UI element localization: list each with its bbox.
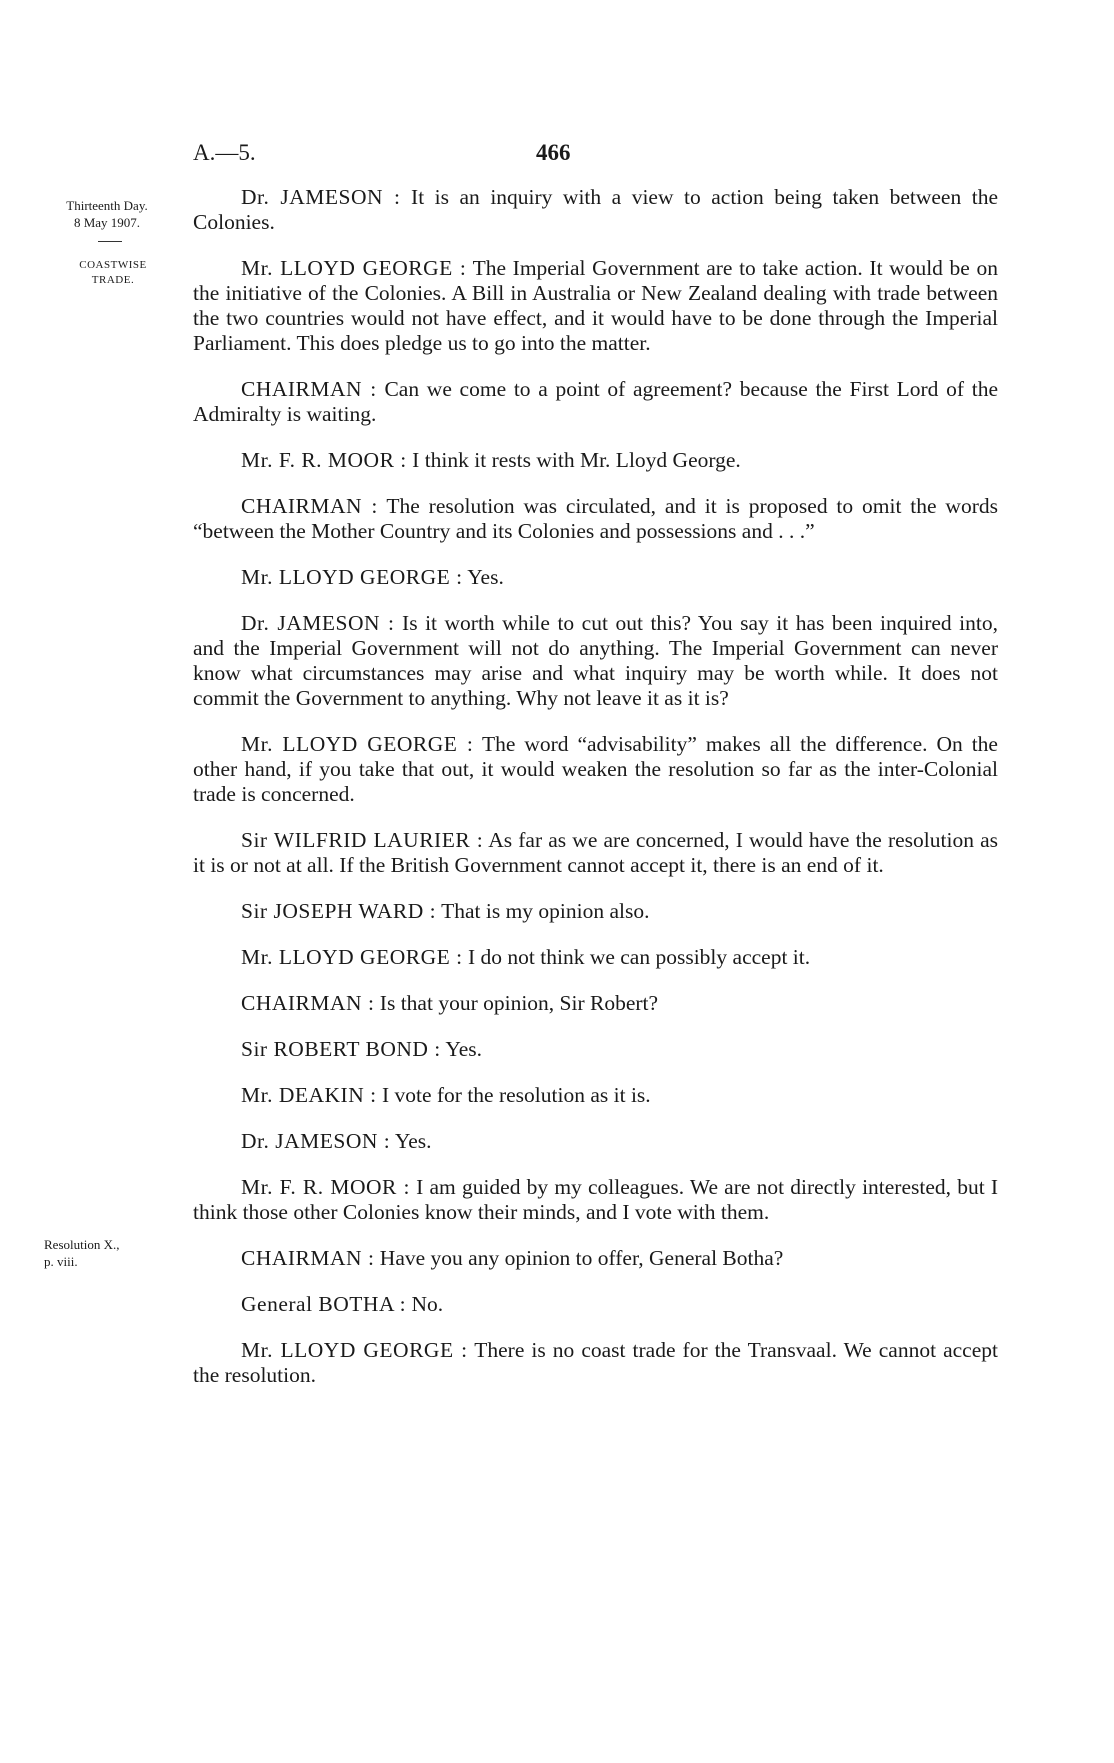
transcript-paragraph	[193, 732, 998, 807]
speech-text: No.	[411, 1292, 444, 1316]
speaker-name: Sir ROBERT BOND :	[241, 1037, 441, 1061]
speaker-name: Dr. JAMESON :	[241, 1129, 391, 1153]
speech-text: I vote for the resolution as it is.	[381, 1083, 651, 1107]
speaker-name: CHAIRMAN :	[241, 494, 378, 518]
margin-day: Thirteenth Day.	[66, 198, 148, 213]
transcript-paragraph	[193, 611, 998, 711]
transcript-paragraph	[193, 1338, 998, 1388]
speech-text: Can we come to a point of agreement? because the First Lord of the Admiralty is waiting.	[193, 377, 998, 426]
speech-text: Yes.	[445, 1037, 482, 1061]
speaker-name: CHAIRMAN :	[241, 991, 375, 1015]
speech-text: The resolution was circulated, and it is proposed to omit the words “between the Mother Country and its Colonies and possessions and . . .”	[193, 494, 998, 543]
speaker-name: General BOTHA :	[241, 1292, 407, 1316]
transcript-paragraph	[193, 945, 998, 970]
transcript-paragraph	[193, 1292, 998, 1317]
margin-resolution-page: p. viii.	[44, 1254, 78, 1269]
speech-text: Is it worth while to cut out this? You say it has been inquired into, and the Imperial Government will not do anything. The Imperial Government can never know what circumstances may arise and what inquiry may be worth while. It does not commit the Government to anything. Why not leave it as it is?	[193, 611, 998, 710]
speech-text: There is no coast trade for the Transvaal. We cannot accept the resolution.	[193, 1338, 998, 1387]
transcript-paragraph	[193, 991, 998, 1016]
speech-text: Yes.	[394, 1129, 432, 1153]
transcript-paragraph	[193, 565, 998, 590]
transcript-paragraph	[193, 828, 998, 878]
margin-topic: COASTWISE TRADE.	[79, 259, 147, 286]
transcript-paragraph	[193, 1129, 998, 1154]
speaker-name: Mr. LLOYD GEORGE :	[241, 732, 474, 756]
speaker-name: Sir JOSEPH WARD :	[241, 899, 437, 923]
speaker-name: Mr. LLOYD GEORGE :	[241, 1338, 468, 1362]
transcript-paragraph	[193, 494, 998, 544]
speaker-name: CHAIRMAN :	[241, 1246, 375, 1270]
paper-reference: A.—5.	[193, 140, 256, 165]
transcript-paragraph	[193, 1175, 998, 1225]
speech-text: The word “advisability” makes all the difference. On the other hand, if you take that out, it would weaken the resolution so far as the inter-Colonial trade is concerned.	[193, 732, 998, 806]
margin-resolution-ref: Resolution X.,	[44, 1237, 120, 1252]
speaker-name: Mr. LLOYD GEORGE :	[241, 256, 467, 280]
margin-date: 8 May 1907.	[73, 215, 141, 230]
speaker-name: Mr. F. R. MOOR :	[241, 448, 407, 472]
transcript-paragraph	[193, 1246, 998, 1271]
transcript-body	[193, 185, 998, 1409]
speech-text: I am guided by my colleagues. We are not directly interested, but I think those other Colonies know their minds, and I vote with them.	[193, 1175, 999, 1224]
speech-text: Is that your opinion, Sir Robert?	[379, 991, 659, 1015]
speech-text: Yes.	[467, 565, 504, 589]
speaker-name: Mr. LLOYD GEORGE :	[241, 565, 463, 589]
margin-note-date	[48, 197, 166, 231]
speaker-name: Sir WILFRID LAURIER :	[241, 828, 484, 852]
speech-text: The Imperial Government are to take action. It would be on the initiative of the Colonies. A Bill in Australia or New Zealand dealing with trade between the two countries would not have effect, and it would have to be done through the Imperial Parliament. This does pledge us to go into the matter.	[193, 256, 998, 355]
speech-text: It is an inquiry with a view to action being taken between the Colonies.	[193, 185, 998, 234]
speaker-name: Mr. F. R. MOOR :	[241, 1175, 410, 1199]
speaker-name: Mr. DEAKIN :	[241, 1083, 377, 1107]
transcript-paragraph	[193, 185, 998, 235]
speech-text: That is my opinion also.	[441, 899, 650, 923]
transcript-paragraph	[193, 899, 998, 924]
speaker-name: CHAIRMAN :	[241, 377, 377, 401]
speaker-name: Mr. LLOYD GEORGE :	[241, 945, 463, 969]
speaker-name: Dr. JAMESON :	[241, 185, 401, 209]
speech-text: As far as we are concerned, I would have the resolution as it is or not at all. If the British Government cannot accept it, there is an end of it.	[193, 828, 998, 877]
page-number: 466	[536, 140, 571, 165]
margin-note-resolution	[44, 1236, 164, 1270]
speech-text: Have you any opinion to offer, General Botha?	[379, 1246, 784, 1270]
transcript-paragraph	[193, 1083, 998, 1108]
transcript-paragraph	[193, 377, 998, 427]
speech-text: I do not think we can possibly accept it.	[467, 945, 811, 969]
transcript-paragraph	[193, 256, 998, 356]
speech-text: I think it rests with Mr. Lloyd George.	[412, 448, 741, 472]
margin-divider	[98, 241, 122, 242]
speaker-name: Dr. JAMESON :	[241, 611, 395, 635]
transcript-paragraph	[193, 448, 998, 473]
transcript-paragraph	[193, 1037, 998, 1062]
